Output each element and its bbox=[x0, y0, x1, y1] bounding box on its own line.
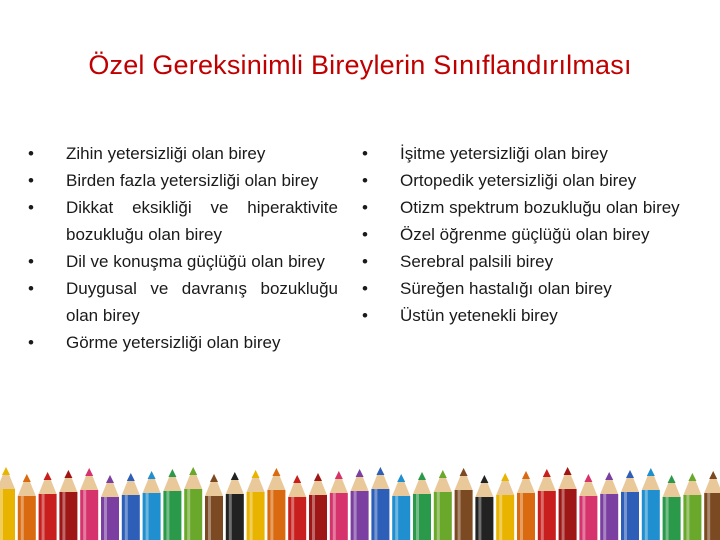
right-bullet-list bbox=[362, 140, 682, 329]
pencil bbox=[683, 473, 701, 540]
bullet-icon: • bbox=[362, 306, 368, 325]
pencil bbox=[205, 474, 223, 540]
list-item-text: Süreğen hastalığı olan birey bbox=[400, 279, 612, 298]
pencil bbox=[80, 468, 98, 540]
list-item bbox=[28, 329, 338, 356]
bullet-icon: • bbox=[28, 171, 34, 190]
list-item-text: Duygusal ve davranış bozukluğu olan birey bbox=[66, 279, 338, 325]
pencil bbox=[621, 470, 639, 540]
left-bullet-list bbox=[28, 140, 338, 356]
list-item bbox=[28, 275, 338, 329]
list-item-text: Ortopedik yetersizliği olan birey bbox=[400, 171, 637, 190]
bullet-icon: • bbox=[362, 144, 368, 163]
list-item bbox=[362, 302, 682, 329]
list-item bbox=[362, 167, 682, 194]
list-item-text: Serebral palsili birey bbox=[400, 252, 554, 271]
pencil bbox=[288, 475, 306, 540]
pencil bbox=[475, 475, 493, 540]
colored-pencils-decoration bbox=[0, 465, 720, 540]
list-item bbox=[362, 248, 682, 275]
pencil bbox=[351, 469, 369, 540]
bullet-icon: • bbox=[28, 279, 34, 298]
pencil bbox=[455, 468, 473, 540]
bullet-icon: • bbox=[28, 252, 34, 271]
bullet-icon: • bbox=[362, 225, 368, 244]
list-item bbox=[362, 140, 682, 167]
list-item-text: İşitme yetersizliği olan birey bbox=[400, 144, 608, 163]
pencil bbox=[309, 473, 327, 540]
pencil bbox=[496, 473, 514, 540]
pencil bbox=[163, 469, 181, 540]
list-item bbox=[28, 140, 338, 167]
list-item-text: Üstün yetenekli birey bbox=[400, 306, 558, 325]
list-item bbox=[28, 248, 338, 275]
list-item bbox=[362, 275, 682, 302]
bullet-icon: • bbox=[362, 252, 368, 271]
pencil bbox=[434, 470, 452, 540]
slide-title: Özel Gereksinimli Bireylerin Sınıflandırılması bbox=[88, 50, 632, 80]
list-item bbox=[28, 167, 338, 194]
pencil bbox=[642, 468, 660, 540]
bullet-icon: • bbox=[28, 198, 34, 217]
list-item-text: Zihin yetersizliği olan birey bbox=[66, 144, 266, 163]
pencil bbox=[413, 472, 431, 540]
list-item bbox=[28, 194, 338, 248]
pencil bbox=[538, 469, 556, 540]
pencil bbox=[330, 471, 348, 540]
list-item-text: Özel öğrenme güçlüğü olan birey bbox=[400, 225, 650, 244]
pencil bbox=[226, 472, 244, 540]
pencil bbox=[371, 467, 389, 540]
pencil bbox=[600, 472, 618, 540]
pencil bbox=[184, 467, 202, 540]
pencil bbox=[18, 474, 36, 540]
list-item bbox=[362, 194, 682, 221]
list-item bbox=[362, 221, 682, 248]
list-item-text: Dil ve konuşma güçlüğü olan birey bbox=[66, 252, 325, 271]
pencil bbox=[101, 475, 119, 540]
bullet-icon: • bbox=[362, 279, 368, 298]
pencil bbox=[663, 475, 681, 540]
pencil bbox=[247, 470, 265, 540]
pencil bbox=[0, 467, 15, 540]
list-item-text: Görme yetersizliği olan birey bbox=[66, 333, 281, 352]
list-item-text: Birden fazla yetersizliği olan birey bbox=[66, 171, 319, 190]
list-item-text: Otizm spektrum bozukluğu olan birey bbox=[400, 198, 680, 217]
list-item-text: Dikkat eksikliği ve hiperaktivite bozukluğu olan birey bbox=[66, 198, 338, 244]
pencil bbox=[39, 472, 57, 540]
pencil bbox=[122, 473, 140, 540]
pencil bbox=[559, 467, 577, 540]
pencil bbox=[59, 470, 77, 540]
pencil bbox=[517, 471, 535, 540]
pencil bbox=[579, 474, 597, 540]
pencil bbox=[143, 471, 161, 540]
pencil bbox=[704, 471, 720, 540]
pencil bbox=[267, 468, 285, 540]
bullet-icon: • bbox=[362, 171, 368, 190]
pencil bbox=[392, 474, 410, 540]
bullet-icon: • bbox=[28, 144, 34, 163]
bullet-icon: • bbox=[28, 333, 34, 352]
bullet-icon: • bbox=[362, 198, 368, 217]
